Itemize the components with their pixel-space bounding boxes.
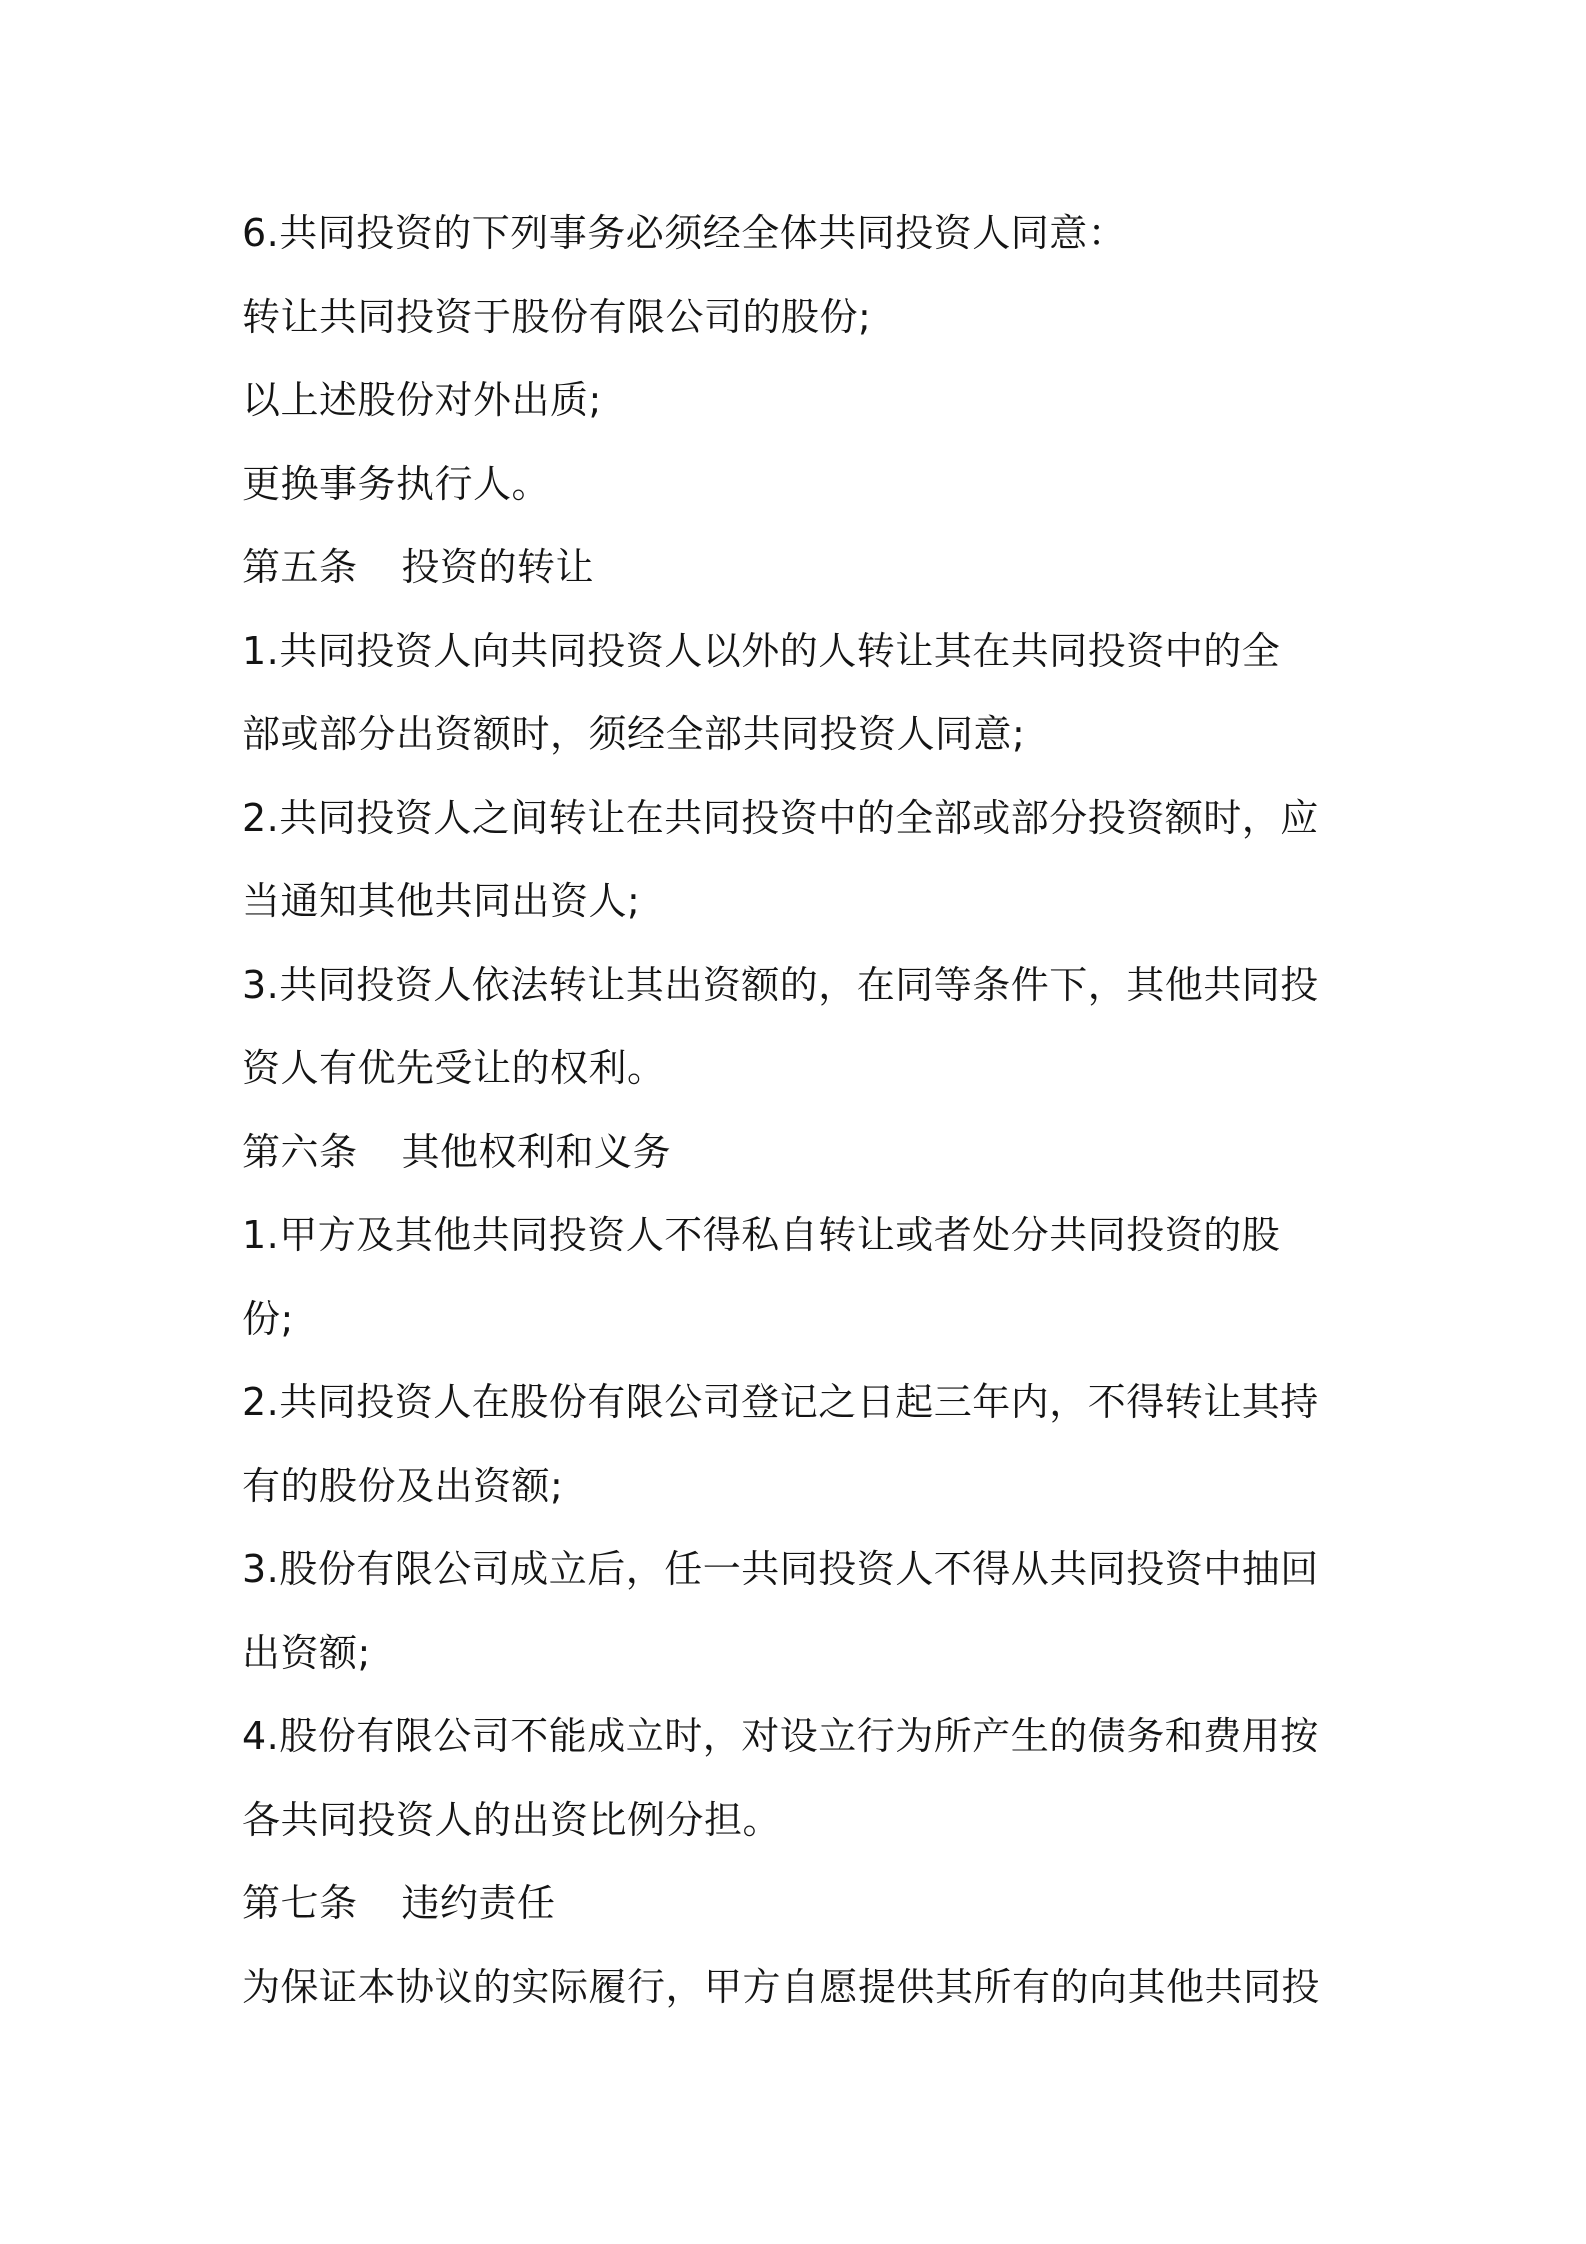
- article-heading: [242, 526, 1362, 610]
- clause-line: 以上述股份对外出质;: [242, 378, 602, 422]
- article-title: 违约责任: [401, 1881, 556, 1925]
- document-body: [242, 192, 1362, 2029]
- article-number: 第七条: [242, 1881, 358, 1925]
- article-heading: [242, 1862, 1362, 1946]
- article-number: 第五条: [242, 545, 358, 589]
- article-title: 投资的转让: [401, 545, 595, 589]
- clause-line: 6.共同投资的下列事务必须经全体共同投资人同意：: [242, 211, 1127, 255]
- clause-line: 部或部分出资额时，须经全部共同投资人同意;: [242, 712, 1026, 756]
- clause-line: 资人有优先受让的权利。: [242, 1046, 666, 1090]
- clause-line: 3.股份有限公司成立后，任一共同投资人不得从共同投资中抽回: [242, 1547, 1319, 1591]
- clause-line: 2.共同投资人之间转让在共同投资中的全部或部分投资额时，应: [242, 795, 1319, 840]
- clause-line: 1.共同投资人向共同投资人以外的人转让其在共同投资中的全: [242, 628, 1281, 673]
- article-number: 第六条: [242, 1129, 358, 1174]
- clause-line: 4.股份有限公司不能成立时，对设立行为所产生的债务和费用按: [242, 1714, 1319, 1758]
- article-title: 其他权利和义务: [401, 1129, 672, 1174]
- clause-line: 份;: [242, 1296, 294, 1341]
- clause-line: 出资额;: [242, 1630, 371, 1675]
- clause-line: 转让共同投资于股份有限公司的股份;: [242, 294, 872, 339]
- clause-line: 更换事务执行人。: [242, 461, 551, 506]
- clause-line: 为保证本协议的实际履行，甲方自愿提供其所有的向其他共同投: [242, 1964, 1321, 2009]
- clause-line: 有的股份及出资额;: [242, 1463, 564, 1508]
- article-heading: [242, 1111, 1362, 1195]
- clause-line: 2.共同投资人在股份有限公司登记之日起三年内，不得转让其持: [242, 1380, 1319, 1424]
- clause-line: 当通知其他共同出资人;: [242, 879, 641, 923]
- clause-line: 各共同投资人的出资比例分担。: [242, 1797, 782, 1842]
- clause-line: 3.共同投资人依法转让其出资额的，在同等条件下，其他共同投: [242, 962, 1319, 1007]
- clause-line: 1.甲方及其他共同投资人不得私自转让或者处分共同投资的股: [242, 1213, 1281, 1257]
